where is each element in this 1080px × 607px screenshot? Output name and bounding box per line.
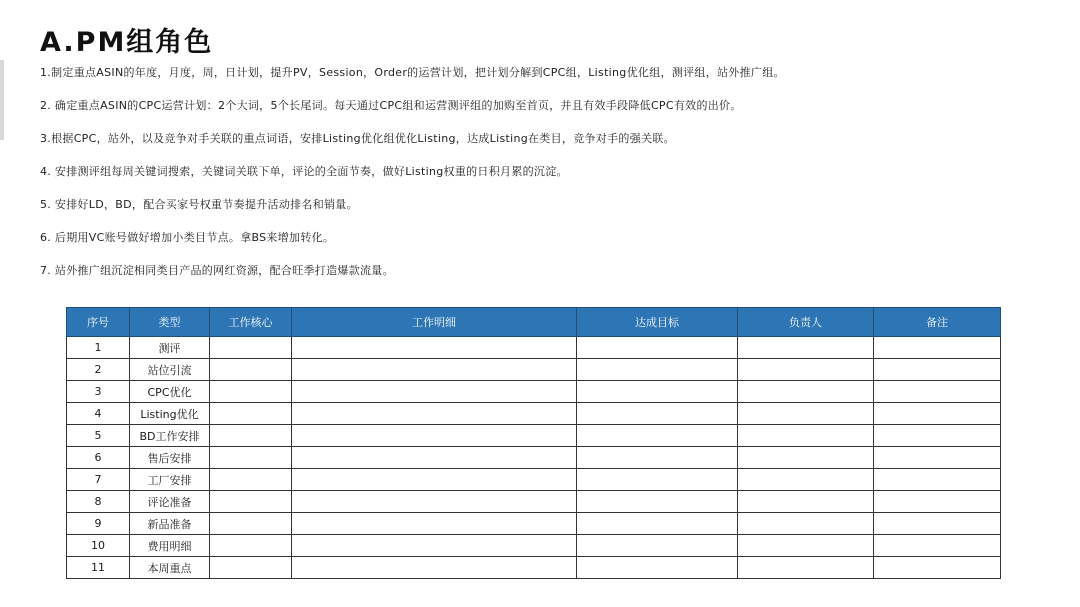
cell-remark[interactable]: [874, 381, 1001, 403]
role-point: 6. 后期用VC账号做好增加小类目节点。拿BS来增加转化。: [40, 231, 335, 244]
cell-detail[interactable]: [292, 337, 577, 359]
table-row: [67, 535, 1001, 557]
cell-detail[interactable]: [292, 381, 577, 403]
table-row: [67, 381, 1001, 403]
cell-remark[interactable]: [874, 535, 1001, 557]
cell-detail[interactable]: [292, 403, 577, 425]
role-point: 1.制定重点ASIN的年度，月度，周，日计划，提升PV，Session，Order的运营计划，把计划分解到CPC组，Listing优化组，测评组，站外推广组。: [40, 66, 785, 79]
cell-goal[interactable]: [577, 491, 738, 513]
table-row: [67, 425, 1001, 447]
table-row: [67, 447, 1001, 469]
table-row: [67, 513, 1001, 535]
role-point: 5. 安排好LD，BD，配合买家号权重节奏提升活动排名和销量。: [40, 198, 358, 211]
cell-goal[interactable]: [577, 557, 738, 579]
cell-detail[interactable]: [292, 491, 577, 513]
cell-goal[interactable]: [577, 425, 738, 447]
cell-goal[interactable]: [577, 381, 738, 403]
table-row: [67, 403, 1001, 425]
cell-owner[interactable]: [738, 491, 874, 513]
cell-detail[interactable]: [292, 557, 577, 579]
row-type: 站位引流: [130, 359, 210, 381]
cell-owner[interactable]: [738, 403, 874, 425]
row-number: 3: [67, 381, 130, 403]
cell-remark[interactable]: [874, 513, 1001, 535]
cell-owner[interactable]: [738, 447, 874, 469]
table-row: [67, 557, 1001, 579]
row-number: 9: [67, 513, 130, 535]
table-row: [67, 469, 1001, 491]
role-point: 4. 安排测评组每周关键词搜索，关键词关联下单，评论的全面节奏，做好Listing权重的日积月累的沉淀。: [40, 165, 568, 178]
cell-core[interactable]: [210, 337, 292, 359]
cell-goal[interactable]: [577, 337, 738, 359]
header-cell-owner: 负责人: [738, 308, 874, 337]
cell-goal[interactable]: [577, 447, 738, 469]
header-cell-type: 类型: [130, 308, 210, 337]
header-cell-core: 工作核心: [210, 308, 292, 337]
cell-owner[interactable]: [738, 359, 874, 381]
row-type: CPC优化: [130, 381, 210, 403]
cell-goal[interactable]: [577, 535, 738, 557]
row-number: 2: [67, 359, 130, 381]
row-type: 测评: [130, 337, 210, 359]
cell-core[interactable]: [210, 557, 292, 579]
cell-goal[interactable]: [577, 469, 738, 491]
cell-core[interactable]: [210, 491, 292, 513]
cell-remark[interactable]: [874, 491, 1001, 513]
cell-remark[interactable]: [874, 469, 1001, 491]
row-type: 工厂安排: [130, 469, 210, 491]
table-row: [67, 359, 1001, 381]
cell-remark[interactable]: [874, 337, 1001, 359]
work-plan-table: [66, 307, 1001, 579]
row-number: 4: [67, 403, 130, 425]
cell-remark[interactable]: [874, 447, 1001, 469]
row-number: 6: [67, 447, 130, 469]
cell-core[interactable]: [210, 513, 292, 535]
cell-owner[interactable]: [738, 469, 874, 491]
row-number: 7: [67, 469, 130, 491]
role-point: 3.根据CPC，站外，以及竞争对手关联的重点词语，安排Listing优化组优化Listing，达成Listing在类目，竞争对手的强关联。: [40, 132, 675, 145]
table-row: [67, 337, 1001, 359]
cell-owner[interactable]: [738, 381, 874, 403]
cell-core[interactable]: [210, 469, 292, 491]
row-type: 本周重点: [130, 557, 210, 579]
cell-detail[interactable]: [292, 513, 577, 535]
cell-remark[interactable]: [874, 557, 1001, 579]
row-type: BD工作安排: [130, 425, 210, 447]
cell-goal[interactable]: [577, 403, 738, 425]
cell-goal[interactable]: [577, 513, 738, 535]
cell-core[interactable]: [210, 447, 292, 469]
cell-remark[interactable]: [874, 359, 1001, 381]
page-title: A.PM组角色: [40, 27, 214, 58]
cell-owner[interactable]: [738, 513, 874, 535]
role-point: 2. 确定重点ASIN的CPC运营计划：2个大词，5个长尾词。每天通过CPC组和运营测评组的加购至首页，并且有效手段降低CPC有效的出价。: [40, 99, 742, 112]
role-points-list: [40, 63, 1060, 294]
cell-detail[interactable]: [292, 425, 577, 447]
row-number: 5: [67, 425, 130, 447]
cell-detail[interactable]: [292, 535, 577, 557]
header-cell-goal: 达成目标: [577, 308, 738, 337]
cell-detail[interactable]: [292, 469, 577, 491]
cell-core[interactable]: [210, 425, 292, 447]
row-type: 新品准备: [130, 513, 210, 535]
row-number: 1: [67, 337, 130, 359]
cell-owner[interactable]: [738, 535, 874, 557]
cell-detail[interactable]: [292, 359, 577, 381]
row-number: 11: [67, 557, 130, 579]
cell-core[interactable]: [210, 535, 292, 557]
cell-owner[interactable]: [738, 337, 874, 359]
cell-remark[interactable]: [874, 425, 1001, 447]
table-header-row: [67, 308, 1001, 337]
cell-core[interactable]: [210, 359, 292, 381]
left-edge-bar: [0, 60, 4, 140]
header-cell-detail: 工作明细: [292, 308, 577, 337]
role-point: 7. 站外推广组沉淀相同类目产品的网红资源，配合旺季打造爆款流量。: [40, 264, 394, 277]
cell-core[interactable]: [210, 381, 292, 403]
cell-detail[interactable]: [292, 447, 577, 469]
cell-core[interactable]: [210, 403, 292, 425]
row-number: 8: [67, 491, 130, 513]
row-type: 评论准备: [130, 491, 210, 513]
row-type: 售后安排: [130, 447, 210, 469]
cell-owner[interactable]: [738, 425, 874, 447]
cell-remark[interactable]: [874, 403, 1001, 425]
row-type: Listing优化: [130, 403, 210, 425]
header-cell-remark: 备注: [874, 308, 1001, 337]
cell-owner[interactable]: [738, 557, 874, 579]
row-number: 10: [67, 535, 130, 557]
cell-goal[interactable]: [577, 359, 738, 381]
row-type: 费用明细: [130, 535, 210, 557]
table-row: [67, 491, 1001, 513]
header-cell-no: 序号: [67, 308, 130, 337]
